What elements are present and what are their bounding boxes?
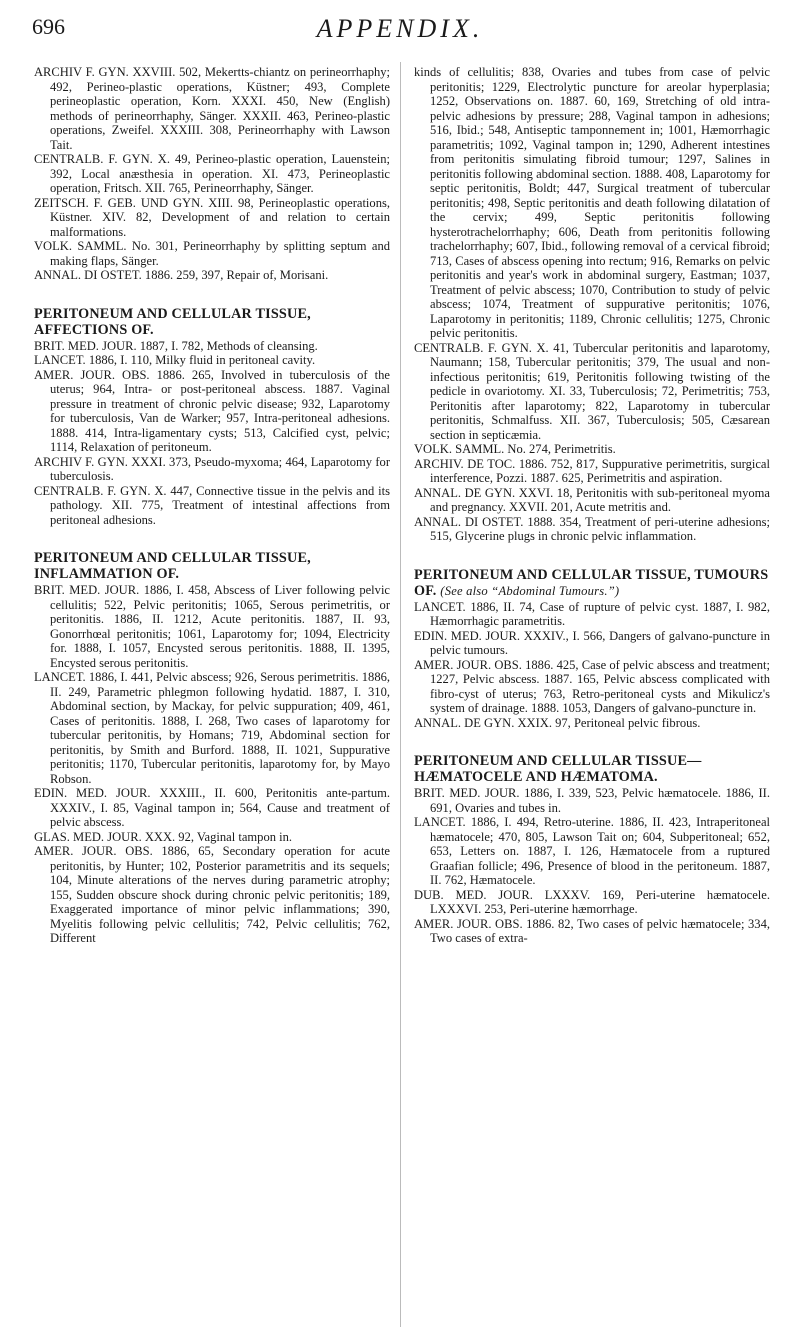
entry: ARCHIV F. GYN. XXXI. 373, Pseudo-myxoma; 464, Laparotomy for tuberculosis. (34, 454, 390, 483)
entry: AMER. JOUR. OBS. 1886. 265, Involved in tuberculosis of the uterus; 964, Intra- or post-peritoneal abscess. 1887. Vaginal pressure in treatment of chronic pelvic disease; 932, Laparotomy for tuberculosis, Van de Warker; 957, Intra-peritoneal adhesions. 1888. 414, Intra-ligamentary cysts; 513, Calcified cyst, pelvic; 1114, Relaxation of peritoneum. (34, 367, 390, 454)
entry: LANCET. 1886, I. 441, Pelvic abscess; 926, Serous perimetritis. 1886, II. 249, Parametric phlegmon following hydatid. 1887, I. 310, Abdominal section, by Mackay, for pelvic suppuration; 409, 461, Cases of peritonitis. 1888, I. 268, Two cases of laparotomy for tubercular peritonitis, by Homans; 719, Abdominal section for peritonitis, by Smith and Burford. 1888, II. 1021, Suppurative peritonitis; 1170, Tubercular peritonitis, laparotomy for, by Mayo Robson. (34, 670, 390, 786)
page-header (24, 14, 776, 54)
entry: BRIT. MED. JOUR. 1886, I. 458, Abscess of Liver following pelvic cellulitis; 522, Pelvic peritonitis; 1065, Serous perimetritis, or peritonitis. 1886, II. 1212, Acute peritonitis. 1887, II. 93, Gonorrhœal peritonitis; 1061, Laparotomy for; 1094, Electricity for. 1888, I. 1057, Encysted serous peritonitis. 1888, II. 1395, Encysted serous peritonitis. (34, 583, 390, 670)
section-gap (414, 730, 770, 753)
entry: EDIN. MED. JOUR. XXXIV., I. 566, Dangers of galvano-puncture in pelvic tumours. (414, 628, 770, 657)
entry: DUB. MED. JOUR. LXXXV. 169, Peri-uterine hæmatocele. LXXXVI. 253, Peri-uterine hæmorrhage. (414, 887, 770, 916)
entry: LANCET. 1886, I. 110, Milky fluid in peritoneal cavity. (34, 353, 316, 367)
entry: CENTRALB. F. GYN. X. 447, Connective tissue in the pelvis and its pathology. XII. 775, Treatment of intestinal affections from peritoneal adhesions. (34, 483, 390, 527)
column-divider (400, 62, 401, 1327)
left-column (34, 65, 390, 946)
cross-reference-note: (See also “Abdominal Tumours.”) (440, 583, 620, 598)
entry: VOLK. SAMML. No. 274, Perimetritis. (414, 442, 616, 456)
entry: BRIT. MED. JOUR. 1887, I. 782, Methods of cleansing. (34, 338, 318, 353)
section-gap (34, 527, 390, 550)
entry: GLAS. MED. JOUR. XXX. 92, Vaginal tampon in. (34, 829, 293, 844)
section-gap (34, 283, 390, 306)
entry: ARCHIV F. GYN. XXVIII. 502, Mekertts-chiantz on perineorrhaphy; 492, Perineo-plastic operations, Küstner; 493, Complete perineoplastic operation, Korn. XXXI. 450, New (English) methods of perineorrhaphy, Sänger. XXXII. 463, Perineo-plastic operations, Zweifel. XXXIII. 308, Perineorrhaphy with Lawson Tait. (34, 65, 390, 152)
entry: BRIT. MED. JOUR. 1886, I. 339, 523, Pelvic hæmatocele. 1886, II. 691, Ovaries and tubes in. (414, 786, 770, 815)
entry: AMER. JOUR. OBS. 1886. 425, Case of pelvic abscess and treatment; 1227, Pelvic abscess. 1887. 165, Pelvic abscess complicated with fibro-cyst of uterus; 763, Retro-peritoneal cysts and Mikulicz's system of drainage. 1888. 1053, Dangers of galvano-puncture in. (414, 657, 770, 715)
section-heading: PERITONEUM AND CELLULAR TISSUE, INFLAMMATION OF. (34, 550, 311, 582)
entry: CENTRALB. F. GYN. X. 41, Tubercular peritonitis and laparotomy, Naumann; 158, Tubercular peritonitis; 379, The usual and non-infectious peritonitis; 619, Peritonitis following twisting of the pedicle in ovariotomy. XI. 33, Tuberculosis; 72, Perimetritis; 753, Peritonitis after laparotomy; 822, Laparotomy in tubercular peritonitis, Schmalfuss. XII. 367, Tuberculosis; 505, Cæsarean section in septicæmia. (414, 340, 770, 442)
section-heading (414, 567, 770, 599)
entry: ZEITSCH. F. GEB. UND GYN. XIII. 98, Perineoplastic operations, Küstner. XIV. 82, Development of and relation to certain malformations. (34, 195, 390, 239)
entry: EDIN. MED. JOUR. XXXIII., II. 600, Peritonitis ante-partum. XXXIV., I. 85, Vaginal tampon in; 564, Cause and treatment of pelvic abscess. (34, 786, 390, 829)
section-heading: PERITONEUM AND CELLULAR TISSUE—HÆMATOCELE AND HÆMATOMA. (414, 753, 702, 785)
entry: ANNAL. DE GYN. XXIX. 97, Peritoneal pelvic fibrous. (414, 715, 701, 730)
section-heading: PERITONEUM AND CELLULAR TISSUE, AFFECTIONS OF. (34, 305, 311, 338)
entry: AMER. JOUR. OBS. 1886. 82, Two cases of pelvic hæmatocele; 334, Two cases of extra- (414, 916, 770, 945)
page-number: 696 (32, 14, 65, 39)
right-column (414, 65, 770, 946)
entry: kinds of cellulitis; 838, Ovaries and tubes from case of pelvic peritonitis; 1229, Electrolytic puncture for areolar hyperplasia; 1252, Observations on. 1887. 60, 169, Stretching of old intra-pelvic adhesions by pressure; 288, Vaginal tampon in adhesions; 516, Ibid.; 548, Antiseptic tamponnement in; 1001, Hæmorrhagic parametritis; 1092, Vaginal tampon in; 1290, Adherent intestines from peritonitis simulating fibroid tumour; 1297, Salines in peritonitis following abdominal section. 1888. 408, Laparotomy for septic peritonitis, Boldt; 447, Surgical treatment of tubercular peritonitis; 498, Septic peritonitis and death following dilatation of the cervix; 499, Septic peritonitis following hysterotrachelorrhaphy; 606, Death from peritonitis following trachelorrhaphy; 607, Ibid., following removal of a cervical fibroid; 713, Cases of abscess opening into rectum; 916, Remarks on pelvic peritonitis and year's work in abdominal surgery, Eastman; 1037, Treatment of pelvic abscess; 1070, Contribution to study of pelvic abscess; 1074, Treatment of suppurative peritonitis; 1076, Laparotomy in peritonitis; 1189, Chronic cellulitis; 1275, Chronic pelvic peritonitis. (414, 65, 770, 340)
entry: CENTRALB. F. GYN. X. 49, Perineo-plastic operation, Lauenstein; 392, Local anæsthesia in operation. XI. 473, Perineoplastic operation, Fritsch. XII. 765, Perineorrhaphy, Sänger. (34, 152, 390, 195)
entry: ANNAL. DE GYN. XXVI. 18, Peritonitis with sub-peritoneal myoma and pregnancy. XXVII. 201, Acute metritis and. (414, 485, 770, 514)
entry: AMER. JOUR. OBS. 1886, 65, Secondary operation for acute peritonitis, by Hunter; 102, Posterior parametritis and its sequels; 104, Minute alterations of the nerves during parametric atrophy; 155, Sudden obscure shock during chronic pelvic peritonitis; 189, Exaggerated importance of minor pelvic inflammations; 390, Myelitis following pelvic cellulitis; 742, Pelvic cellulitis; 762, Different (34, 844, 390, 945)
section-gap (414, 544, 770, 567)
entry: ARCHIV. DE TOC. 1886. 752, 817, Suppurative perimetritis, surgical interference, Pozzi. 1887. 625, Perimetritis and aspiration. (414, 456, 770, 485)
entry: LANCET. 1886, II. 74, Case of rupture of pelvic cyst. 1887, I. 982, Hæmorrhagic parametritis. (414, 599, 770, 628)
running-title: APPENDIX. (316, 14, 484, 43)
entry: VOLK. SAMML. No. 301, Perineorrhaphy by splitting septum and making flaps, Sänger. (34, 239, 390, 268)
entry: LANCET. 1886, I. 494, Retro-uterine. 1886, II. 423, Intraperitoneal hæmatocele; 470, 805, Lawson Tait on; 604, Subperitoneal; 652, 653, Letters on. 1887, I. 126, Hæmatocele from a ruptured Graafian follicle; 496, Presence of blood in the peritoneum. 1887, II. 762, Hæmatocele. (414, 815, 770, 887)
entry: ANNAL. DI OSTET. 1888. 354, Treatment of peri-uterine adhesions; 515, Glycerine plugs in chronic pelvic inflammation. (414, 514, 770, 543)
entry: ANNAL. DI OSTET. 1886. 259, 397, Repair of, Morisani. (34, 268, 329, 282)
section-heading-text: PERITONEUM AND CELLULAR TISSUE, TUMOURS OF. (414, 566, 769, 599)
